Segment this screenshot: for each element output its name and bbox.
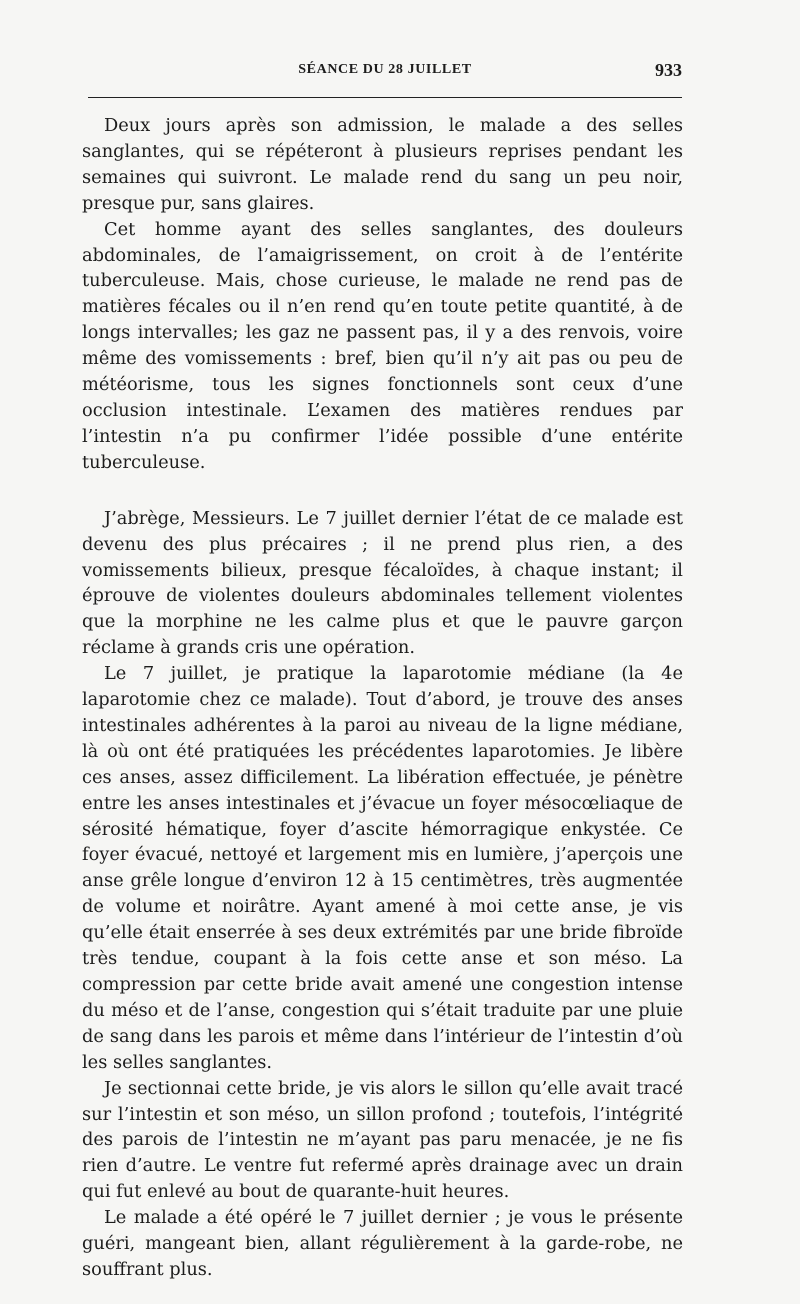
header-rule [88,97,682,98]
running-head: SÉANCE DU 28 JUILLET [298,62,472,77]
paragraph: Le malade a été opéré le 7 juillet dernier ; je vous le présente guéri, mangeant bien, allant régulièrement à la garde-robe, ne souffrant plus. [82,1207,683,1280]
paragraph: Je sectionnai cette bride, je vis alors le sillon qu’elle avait tracé sur l’intestin et son méso, un sillon profond ; toutefois, l’intégrité des parois de l’intestin ne m’ayant pas paru menacée, je ne fis rien d’autre. Le ventre fut refermé après drainage avec un drain qui fut enlevé au bout de quarante-huit heures. [82,1077,683,1203]
page-number: 933 [655,60,682,80]
paragraph: Cet homme ayant des selles sanglantes, des douleurs abdominales, de l’amaigrissement, on croit à de l’entérite tuberculeuse. Mais, chose curieuse, le malade ne rend pas de matières fécales ou il n’en rend qu’en toute petite quantité, à de longs intervalles; les gaz ne passent pas, il y a des renvois, voire même des vomissements : bref, bien qu’il n’y ait pas ou peu de météorisme, tous les signes fonctionnels sont ceux d’une occlusion intestinale. L’examen des matières rendues par l’intestin n’a pu confirmer l’idée possible d’une entérite tuberculeuse. [82,218,683,473]
paragraph: Deux jours après son admission, le malade a des selles sanglantes, qui se répéteront à plusieurs reprises pendant les semaines qui suivront. Le malade rend du sang un peu noir, presque pur, sans glaires. [82,115,683,214]
body-text [82,113,683,1283]
page-header [88,60,682,84]
paragraph: Le 7 juillet, je pratique la laparotomie médiane (la 4e laparotomie chez ce malade). Tout d’abord, je trouve des anses intestinales adhérentes à la paroi au niveau de la ligne médiane, là où ont été pratiquées les précédentes laparotomies. Je libère ces anses, assez difficilement. La libération effectuée, je pénètre entre les anses intestinales et j’évacue un foyer mésocœliaque de sérosité hématique, foyer d’ascite hémorragique enkystée. Ce foyer évacué, nettoyé et largement mis en lumière, j’aperçois une anse grêle longue d’environ 12 à 15 centimètres, très augmentée de volume et noirâtre. Ayant amené à moi cette anse, je vis qu’elle était enserrée à ses deux extrémités par une bride fibroïde très tendue, coupant à la fois cette anse et son méso. La compression par cette bride avait amené une congestion intense du méso et de l’anse, congestion qui s’était traduite par une pluie de sang dans les parois et même dans l’intérieur de l’intestin d’où les selles sanglantes. [82,663,683,1073]
paragraph: J’abrège, Messieurs. Le 7 juillet dernier l’état de ce malade est devenu des plus précaires ; il ne prend plus rien, a des vomissements bilieux, presque fécaloïdes, à chaque instant; il éprouve de violentes douleurs abdominales tellement violentes que la morphine ne les calme plus et que le pauvre garçon réclame à grands cris une opération. [82,507,683,659]
